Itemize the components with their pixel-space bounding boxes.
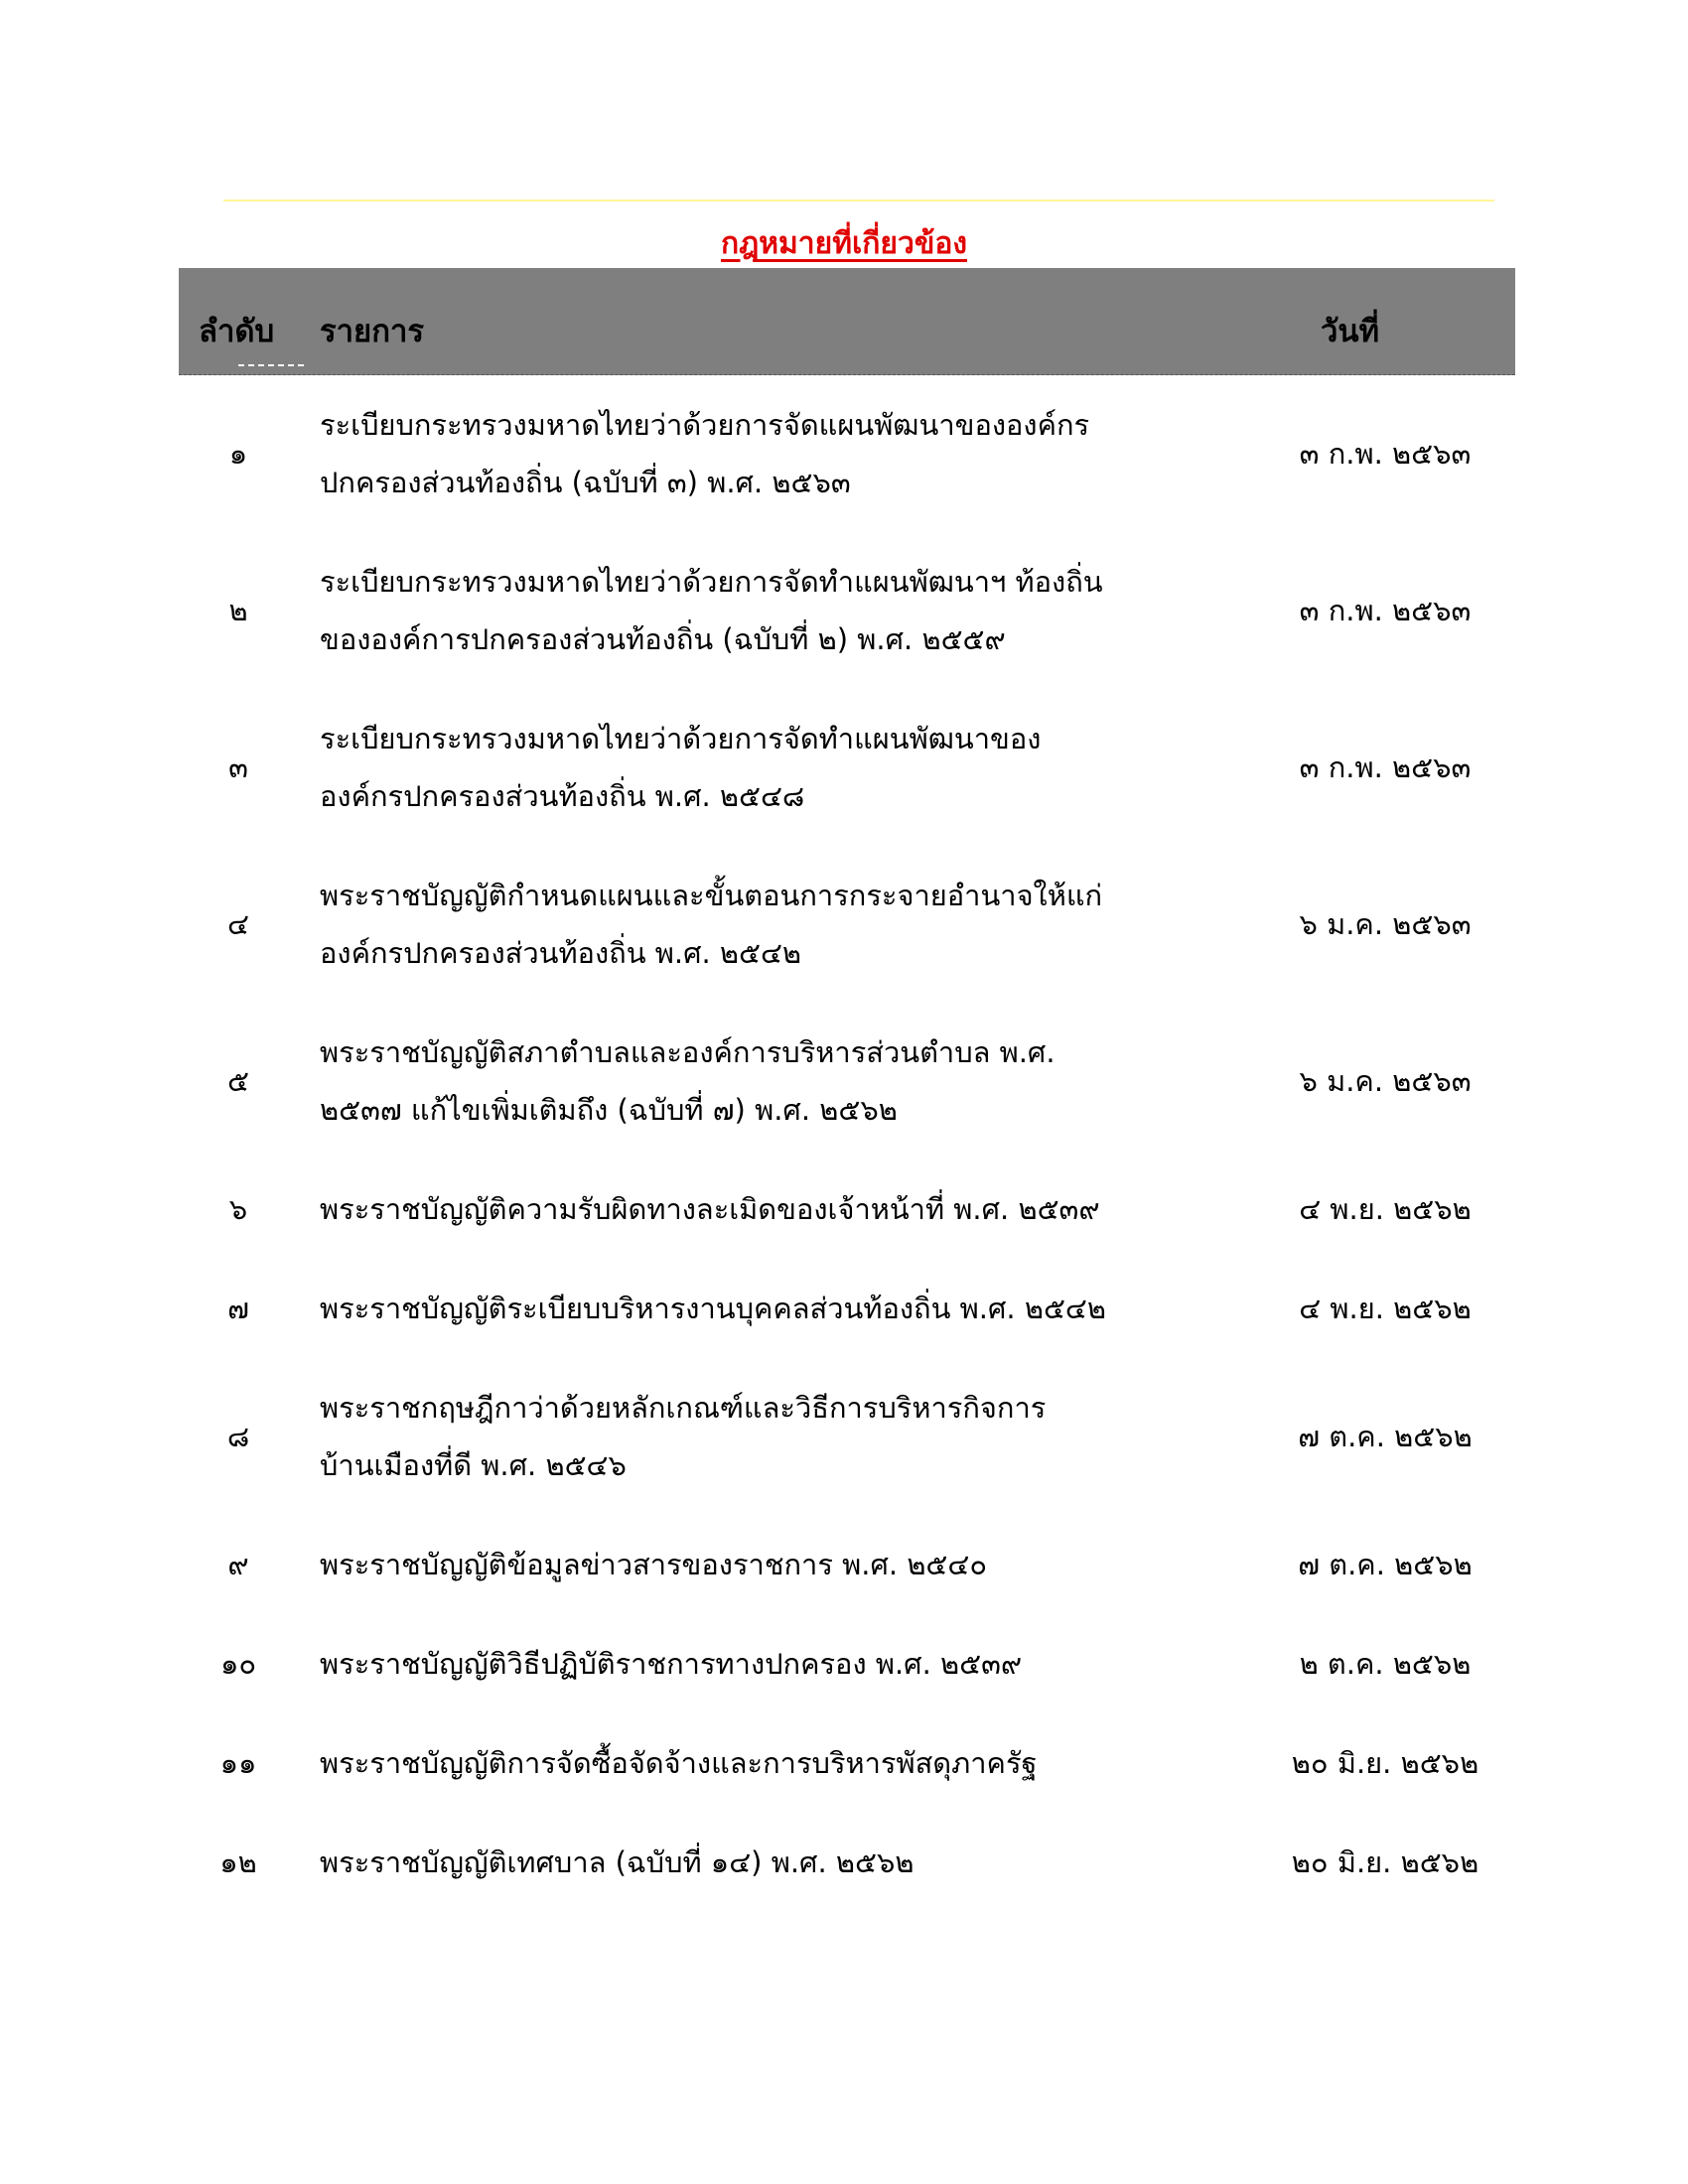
- row-item-text: พระราชบัญญัติการจัดซื้อจัดจ้างและการบริหารพัสดุภาครัฐ: [320, 1746, 1038, 1780]
- row-seq: ๑๐: [219, 1647, 257, 1681]
- row-date: ๗ ต.ค. ๒๕๖๒: [1298, 1420, 1473, 1453]
- row-seq: ๕: [227, 1064, 249, 1098]
- table-row: [179, 1813, 1515, 1912]
- column-header-item: รายการ: [320, 314, 425, 349]
- table-row: [179, 1358, 1515, 1515]
- row-item-text: พระราชบัญญัติข้อมูลข่าวสารของราชการ พ.ศ. ๒๕๔๐: [320, 1548, 988, 1581]
- row-item-text: พระราชบัญญัติวิธีปฏิบัติราชการทางปกครอง พ.ศ. ๒๕๓๙: [320, 1647, 1023, 1681]
- table-row: [179, 1614, 1515, 1713]
- row-item: [320, 1259, 1313, 1358]
- table-row: [179, 1515, 1515, 1614]
- row-item-text: พระราชบัญญัติสภาตำบลและองค์การบริหารส่วนตำบล พ.ศ. ๒๕๓๗ แก้ไขเพิ่มเติมถึง (ฉบับที่ ๗) พ.ศ. ๒๕๖๒: [320, 1035, 1055, 1127]
- row-seq: ๑: [228, 437, 248, 471]
- row-item: [320, 532, 1313, 689]
- row-item: [320, 375, 1313, 532]
- row-seq: ๘: [226, 1420, 250, 1453]
- row-seq: ๔: [227, 907, 249, 941]
- row-item: [320, 1515, 1313, 1614]
- row-date: ๔ พ.ย. ๒๕๖๒: [1299, 1292, 1472, 1325]
- row-item: [320, 1003, 1313, 1160]
- row-item: [320, 1813, 1313, 1912]
- row-seq: ๖: [228, 1192, 248, 1226]
- row-item: [320, 1160, 1313, 1259]
- table-row: [179, 1713, 1515, 1813]
- law-table-body: [179, 375, 1515, 1912]
- row-seq: ๑๒: [219, 1845, 257, 1879]
- table-row: [179, 532, 1515, 689]
- row-item: [320, 1713, 1313, 1813]
- table-row: [179, 1259, 1515, 1358]
- row-date: ๓ ก.พ. ๒๕๖๓: [1299, 594, 1472, 627]
- row-item: [320, 1614, 1313, 1713]
- table-row: [179, 846, 1515, 1003]
- row-date: ๔ พ.ย. ๒๕๖๒: [1299, 1192, 1472, 1226]
- row-date: ๓ ก.พ. ๒๕๖๓: [1299, 437, 1472, 471]
- page-title: กฎหมายที่เกี่ยวข้อง: [720, 226, 968, 261]
- row-item-text: ระเบียบกระทรวงมหาดไทยว่าด้วยการจัดทำแผนพัฒนาของ องค์กรปกครองส่วนท้องถิ่น พ.ศ. ๒๕๔๘: [320, 722, 1042, 813]
- row-seq: ๑๑: [219, 1746, 257, 1780]
- table-row: [179, 375, 1515, 532]
- row-item-text: ระเบียบกระทรวงมหาดไทยว่าด้วยการจัดแผนพัฒนาขององค์กร ปกครองส่วนท้องถิ่น (ฉบับที่ ๓) พ.ศ. ๒๕๖๓: [320, 408, 1090, 499]
- row-date: ๓ ก.พ. ๒๕๖๓: [1299, 751, 1472, 784]
- row-seq: ๒: [228, 594, 248, 627]
- column-header-seq: ลำดับ: [199, 314, 275, 349]
- top-divider: [223, 200, 1494, 202]
- table-row: [179, 1160, 1515, 1259]
- row-date: ๒ ต.ค. ๒๕๖๒: [1299, 1647, 1472, 1681]
- row-date: ๗ ต.ค. ๒๕๖๒: [1298, 1548, 1473, 1581]
- table-header: [179, 268, 1515, 375]
- row-item: [320, 689, 1313, 846]
- row-date: ๖ ม.ค. ๒๕๖๓: [1299, 1064, 1472, 1098]
- row-item-text: ระเบียบกระทรวงมหาดไทยว่าด้วยการจัดทำแผนพัฒนาฯ ท้องถิ่น ขององค์การปกครองส่วนท้องถิ่น (ฉบับที่ ๒) พ.ศ. ๒๕๕๙: [320, 565, 1103, 656]
- row-item: [320, 1358, 1313, 1515]
- row-seq: ๙: [227, 1548, 249, 1581]
- row-item-text: พระราชบัญญัติกำหนดแผนและขั้นตอนการกระจายอำนาจให้แก่ องค์กรปกครองส่วนท้องถิ่น พ.ศ. ๒๕๔๒: [320, 879, 1103, 970]
- table-row: [179, 689, 1515, 846]
- row-date: ๒๐ มิ.ย. ๒๕๖๒: [1291, 1746, 1479, 1780]
- row-date: ๒๐ มิ.ย. ๒๕๖๒: [1291, 1845, 1479, 1879]
- column-header-date: วันที่: [1321, 314, 1380, 349]
- row-item: [320, 846, 1313, 1003]
- row-item-text: พระราชกฤษฎีกาว่าด้วยหลักเกณฑ์และวิธีการบริหารกิจการ บ้านเมืองที่ดี พ.ศ. ๒๕๔๖: [320, 1391, 1047, 1482]
- row-seq: ๓: [228, 751, 248, 784]
- row-date: ๖ ม.ค. ๒๕๖๓: [1299, 907, 1472, 941]
- row-item-text: พระราชบัญญัติความรับผิดทางละเมิดของเจ้าหน้าที่ พ.ศ. ๒๕๓๙: [320, 1192, 1100, 1226]
- row-seq: ๗: [227, 1292, 249, 1325]
- header-dashed-mark: [238, 364, 304, 366]
- row-item-text: พระราชบัญญัติระเบียบบริหารงานบุคคลส่วนท้องถิ่น พ.ศ. ๒๕๔๒: [320, 1292, 1106, 1325]
- row-item-text: พระราชบัญญัติเทศบาล (ฉบับที่ ๑๔) พ.ศ. ๒๕๖๒: [320, 1845, 914, 1879]
- table-row: [179, 1003, 1515, 1160]
